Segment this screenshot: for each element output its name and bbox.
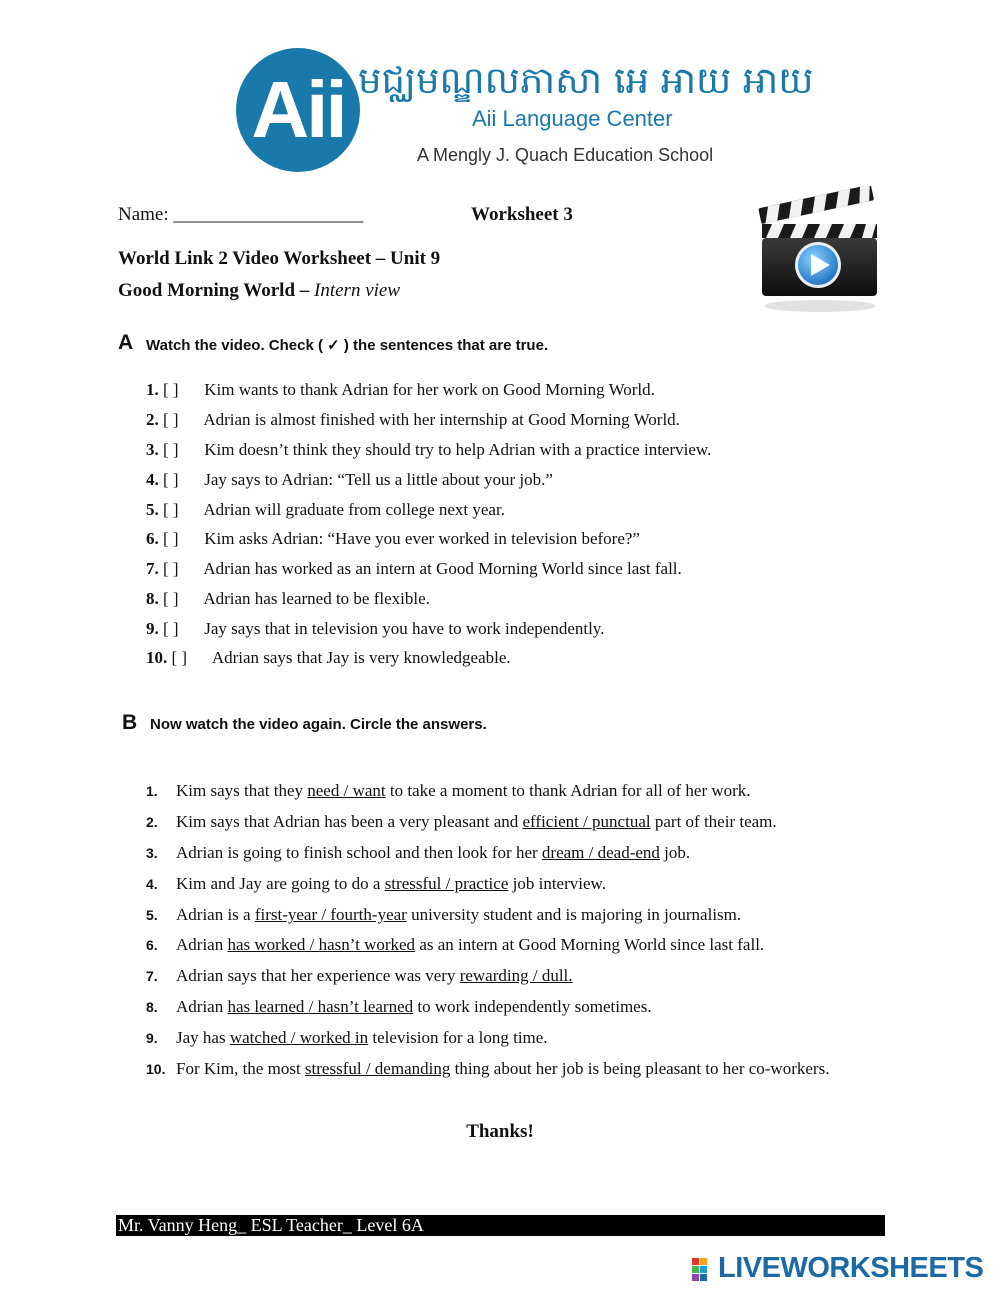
item-text: Adrian will graduate from college next year. (203, 500, 505, 519)
closing-thanks: Thanks! (466, 1121, 534, 1142)
item-number: 2. (146, 410, 159, 429)
true-false-item (146, 529, 640, 549)
video-clapperboard-icon (758, 186, 883, 318)
check-bracket[interactable]: [ ] (163, 619, 179, 638)
circle-answer-item (146, 997, 652, 1017)
footer-teacher-info: Mr. Vanny Heng_ ESL Teacher_ Level 6A (118, 1215, 424, 1235)
item-text-before: Adrian is going to finish school and then look for her (176, 843, 542, 862)
true-false-item (146, 470, 553, 490)
item-number: 1. (146, 380, 159, 399)
true-false-item (146, 410, 680, 430)
item-text-before: Kim says that Adrian has been a very pleasant and (176, 812, 523, 831)
name-field-label: Name: ____________________ (118, 204, 364, 225)
true-false-item (146, 648, 511, 668)
answer-options[interactable]: watched / worked in (229, 1028, 369, 1047)
check-bracket[interactable]: [ ] (171, 648, 188, 667)
liveworksheets-logo-icon (692, 1258, 716, 1282)
item-number: 3. (146, 440, 159, 459)
item-text: Adrian is almost finished with her internship at Good Morning World. (203, 410, 680, 429)
circle-answer-item (146, 1059, 829, 1079)
liveworksheets-brand[interactable]: LIVEWORKSHEETS (718, 1252, 984, 1284)
item-number: 10. (146, 648, 168, 667)
true-false-item (146, 619, 604, 639)
circle-answer-item (146, 935, 764, 955)
answer-options[interactable]: first-year / fourth-year (254, 905, 407, 924)
circle-answer-item (146, 812, 777, 832)
check-bracket[interactable]: [ ] (163, 529, 179, 548)
item-text-after: job interview. (508, 874, 606, 893)
section-b-instruction: Now watch the video again. Circle the answers. (150, 716, 487, 733)
item-text-before: Adrian (176, 935, 228, 954)
circle-answer-item (146, 781, 751, 801)
item-text: Kim wants to thank Adrian for her work on Good Morning World. (204, 380, 655, 399)
check-bracket[interactable]: [ ] (163, 410, 179, 429)
item-text-before: For Kim, the most (176, 1059, 305, 1078)
item-number: 9. (146, 1030, 158, 1046)
item-number: 7. (146, 968, 158, 984)
item-number: 5. (146, 907, 158, 923)
check-bracket[interactable]: [ ] (163, 380, 179, 399)
subtitle-bold: Good Morning World – (118, 280, 310, 301)
item-text: Adrian has worked as an intern at Good Morning World since last fall. (203, 559, 682, 578)
true-false-item (146, 440, 711, 460)
worksheet-title: World Link 2 Video Worksheet – Unit 9 (118, 248, 441, 269)
center-name: Aii Language Center (472, 106, 673, 131)
item-text-before: Kim says that they (176, 781, 308, 800)
item-text-before: Kim and Jay are going to do a (176, 874, 385, 893)
answer-options[interactable]: stressful / practice (384, 874, 509, 893)
item-text: Kim asks Adrian: “Have you ever worked in television before?” (204, 529, 640, 548)
item-text-before: Jay has (176, 1028, 230, 1047)
answer-options[interactable]: has worked / hasn’t worked (227, 935, 416, 954)
section-a-instruction: Watch the video. Check ( ✓ ) the sentences that are true. (146, 337, 549, 354)
check-bracket[interactable]: [ ] (163, 589, 179, 608)
circle-answer-item (146, 1028, 548, 1048)
answer-options[interactable]: efficient / punctual (522, 812, 651, 831)
circle-answer-item (146, 905, 741, 925)
item-number: 6. (146, 937, 158, 953)
item-text-before: Adrian says that her experience was very (176, 966, 460, 985)
item-text: Kim doesn’t think they should try to help Adrian with a practice interview. (204, 440, 712, 459)
item-text: Jay says that in television you have to work independently. (204, 619, 605, 638)
item-number: 6. (146, 529, 159, 548)
item-text: Jay says to Adrian: “Tell us a little about your job.” (204, 470, 553, 489)
answer-options[interactable]: need / want (307, 781, 386, 800)
item-text-after: television for a long time. (368, 1028, 548, 1047)
worksheet-subtitle (118, 280, 400, 302)
true-false-item (146, 589, 430, 609)
circle-answer-item (146, 874, 606, 894)
khmer-center-name: មជ្ឈមណ្ឌលភាសា អេ អាយ អាយ (358, 59, 814, 102)
item-text-after: part of their team. (650, 812, 777, 831)
item-number: 8. (146, 999, 158, 1015)
section-a-letter: A (118, 331, 134, 354)
item-number: 7. (146, 559, 159, 578)
true-false-item (146, 559, 682, 579)
item-text: Adrian has learned to be flexible. (203, 589, 430, 608)
school-name: A Mengly J. Quach Education School (417, 145, 714, 165)
item-text: Adrian says that Jay is very knowledgeable. (211, 648, 511, 667)
true-false-item (146, 500, 505, 520)
item-number: 8. (146, 589, 159, 608)
circle-answer-item (146, 966, 573, 986)
true-false-item (146, 380, 655, 400)
section-b-letter: B (122, 711, 138, 734)
logo-letters: Aii (251, 65, 345, 154)
subtitle-italic: Intern view (314, 280, 401, 301)
item-text-after: university student and is majoring in journalism. (406, 905, 742, 924)
worksheet-number: Worksheet 3 (471, 204, 573, 225)
item-number: 10. (146, 1061, 166, 1077)
answer-options[interactable]: has learned / hasn’t learned (227, 997, 414, 1016)
item-text-before: Adrian is a (176, 905, 255, 924)
item-number: 3. (146, 845, 158, 861)
item-text-after: thing about her job is being pleasant to her co-workers. (450, 1059, 830, 1078)
item-number: 5. (146, 500, 159, 519)
item-number: 4. (146, 470, 159, 489)
item-number: 1. (146, 783, 158, 799)
check-bracket[interactable]: [ ] (163, 440, 179, 459)
check-bracket[interactable]: [ ] (163, 559, 179, 578)
item-number: 4. (146, 876, 158, 892)
check-bracket[interactable]: [ ] (163, 500, 179, 519)
answer-options[interactable]: dream / dead-end (541, 843, 660, 862)
item-number: 9. (146, 619, 159, 638)
item-text-after: job. (659, 843, 691, 862)
answer-options[interactable]: stressful / demanding (304, 1059, 451, 1078)
answer-options[interactable]: rewarding / dull. (459, 966, 573, 985)
check-bracket[interactable]: [ ] (163, 470, 179, 489)
item-text-after: as an intern at Good Morning World since last fall. (415, 935, 765, 954)
circle-answer-item (146, 843, 690, 863)
item-text-after: to work independently sometimes. (413, 997, 652, 1016)
item-text-after: to take a moment to thank Adrian for all of her work. (385, 781, 751, 800)
item-number: 2. (146, 814, 158, 830)
item-text-before: Adrian (176, 997, 228, 1016)
